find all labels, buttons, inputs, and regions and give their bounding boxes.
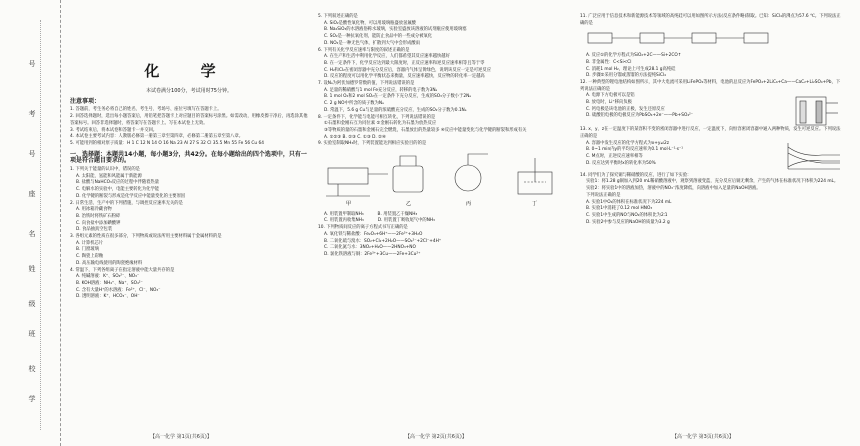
binding-label: 校 — [28, 365, 36, 374]
option: C. 陶瓷上彩釉 — [76, 254, 104, 260]
notice-item: 4. 本试卷主要考试内容：人教版必修第一册第三章至第四章，必修第二册第五章至第八章。 — [70, 134, 244, 140]
option: ③等物质的量的石墨和金刚石完全燃烧，石墨放出的热量较多 ④反应中能量变化与化学键的断裂和形成有关 — [324, 127, 527, 133]
option: A. 电源下方电极可以是铝 — [586, 93, 635, 99]
option: D. 反应的程度可以用化学平衡状态来衡量，反应速率越快，反应物的转化率一定越高 — [324, 74, 485, 80]
question-stem: 13. x、y、z在一定温度下的某容积不变的密闭容器中进行反应，一定温度下，向恒容密闭容器中通入两种物质，发生可逆反应。下列说法正确的是 — [580, 127, 841, 140]
option: C. 钙电极是该电池的正极，发生还原反应 — [586, 106, 665, 112]
binding-label: 级 — [28, 300, 36, 309]
option: A. 用装置甲制取NH₃ — [324, 211, 364, 217]
option: A. 容器中发生反应的化学方程式为x+y⇌2z — [586, 140, 670, 146]
question-stem: 11. 广泛应用于信息技术和新能源技术等领域的高纯硅可以用如图所示方法(反应条件略)制取。已知：SiCl₄的沸点为57.6 ℃。下列说法正确的是 — [580, 14, 841, 26]
question-stem: 10. 下列物质间反应的离子方程式书写正确的是 — [318, 225, 408, 231]
option: A. 氧化铁与稀盐酸：Fe₂O₃+6H⁺——2Fe³⁺+3H₂O — [324, 231, 423, 237]
option: C. 含有大量H⁺的水溶液：Fe²⁺、Cl⁻、NO₃⁻ — [76, 287, 161, 293]
option: B. 二氧化硫与溴水：SO₂+Cl₂+2H₂O——SO₄²⁻+2Cl⁻+4H⁺ — [324, 238, 442, 244]
option: D. 步骤②采用分馏或蒸馏的方法提纯SiCl₄ — [586, 73, 666, 79]
fig-label: 甲 — [346, 201, 352, 208]
cut-line — [40, 20, 41, 430]
option: D. 化学键的断裂与形成是化学反应中能量变化的主要原因 — [76, 193, 186, 199]
apparatus-jia — [328, 168, 368, 184]
option: D. 食品抽真空包装 — [76, 227, 113, 233]
option: 实验2：将实验1中的溶液加热，溶液中的NO₃⁻浓度降低，向溶液中加入足量的NaOH溶液。 — [586, 186, 761, 192]
option: 下列说法正确的是 — [586, 192, 621, 198]
option: B. 非金属性：C<Si<Cl — [586, 59, 632, 65]
option: B. 门窗玻璃 — [76, 247, 99, 253]
question-stem: 2. 日常生活、生产中的下列措施，与调控反应速率无关的是 — [70, 200, 183, 206]
concentration-graph — [782, 141, 842, 173]
page-footer: 【高一化学 第1页(共6页)】 — [150, 434, 212, 440]
option: C. 消耗1 mol H₂，理论上可生成28.1 g高纯硅 — [586, 66, 676, 72]
option: A. 反应①的化学方程式为SiO₂+2C——Si+2CO↑ — [586, 53, 682, 59]
option: C. H₂和Cl₂在密闭容器中充分反应后，容器内气体呈黄绿色，说明该反应一定是可逆反应 — [324, 67, 491, 73]
apparatus-yi — [393, 166, 423, 192]
option: ①石墨和金刚石互为同位素 ②金刚石转化为石墨为放热反应 — [324, 121, 437, 127]
fig-label: 乙 — [406, 201, 412, 208]
question-stem: 4. 常温下，下列各组离子在指定溶液中能大量共存的是 — [70, 267, 175, 273]
option: D. 氯化铁溶液与铜：2Fe³⁺+3Cu——2Fe+3Cu²⁺ — [324, 251, 421, 257]
option: B. 实验1中消耗了0.12 mol HNO₃ — [586, 206, 653, 212]
fig-label: 丙 — [466, 201, 472, 208]
question-stem: 6. 下列有关化学反应速率与限度的叙述正确的是 — [318, 47, 410, 53]
option: C. SO₂是一种抗氧化剂，能防止食品中的一些成分被氧化 — [324, 34, 433, 40]
notice-item: 3. 考试结束后，将本试卷和答题卡一并交回。 — [70, 127, 158, 133]
option: D. 硫酸铅电极的电极反应为PbSO₄+2e⁻——Pb+SO₄²⁻ — [586, 113, 694, 119]
page-1 — [70, 14, 308, 301]
option: D. 透明溶液：K⁺、HCO₃⁻、OH⁻ — [76, 294, 140, 300]
notice-item: 5. 可能用到的相对原子质量：H 1 C 12 N 14 O 16 Na 23 Al 27 S 32 Cl 35.5 Mn 55 Fe 56 Cu 64 — [70, 140, 264, 146]
question-stem: 5. 下列叙述正确的是 — [318, 14, 358, 19]
binding-label: 号 — [28, 150, 36, 159]
option: B. 0~1 min内y的平均反应速率为0.1 mol·L⁻¹·s⁻¹ — [586, 147, 683, 153]
option: A. SiO₂是酸性氧化物，可以用玻璃瓶盛放氢氟酸 — [324, 20, 416, 26]
question-stem: 7. 设Nₐ为阿伏加德罗常数的值，下列说法错误的是 — [318, 81, 415, 87]
question-stem: 8. 一定条件下，化学能与电能可相互转化，下列说法错误的是 — [318, 114, 436, 120]
binding-label: 姓 — [28, 265, 36, 274]
option: D. 常温下，5.6 g Cu与足量的浓硫酸充分反应，生成的SO₂分子数为0.1Nₐ — [324, 107, 467, 113]
option: B. 冶铁时将铁矿石粉碎 — [76, 213, 121, 219]
option: B. 盐酸与NaHCO₃反应的过程中伴随着热量 — [76, 180, 160, 186]
question-stem: 12. 一种典型的锂电池结构如图所示，其中大电流可采用LiFePO₄等材料，电池的总反应为FePO₄+2LiC₆+Ca——CaC₂+Li₂SO₄+Pb，下列说法正确的是 — [580, 79, 841, 92]
binding-label: 号 — [28, 60, 36, 69]
binding-label: 名 — [28, 230, 36, 239]
option: B. 在一定条件下，化学反应达到最大限度时，正反应速率和逆反应速率相等且等于零 — [324, 60, 485, 66]
question-stem: 1. 下列关于能量的认识中，错误的是 — [70, 167, 140, 173]
option: C. 2 g NO中所含的质子数为Nₐ — [324, 101, 384, 107]
option: C. 电解水的实验中，电能主要转化为化学能 — [76, 187, 160, 193]
option: D. 反应达到平衡时x的转化率为50% — [586, 160, 656, 166]
option: A. 计算机芯片 — [76, 240, 104, 246]
exam-subtitle: 本试卷满分100分，考试用时75分钟。 — [146, 88, 232, 94]
option: A. 纯碱溶液：K⁺、SO₄²⁻、NO₃⁻ — [76, 274, 140, 280]
binding-label: 座 — [28, 190, 36, 199]
binding-label: 考 — [28, 110, 36, 119]
option: A. 足量的稀硝酸与1 mol Fe充分反应，转移的电子数为3Nₐ — [324, 87, 438, 93]
question-stem: 3. 各组元素的性质在很多部分，下列物质或说法所用主要材料属于金属材料的是 — [70, 234, 222, 240]
option: 实验1：将1.28 g铜加入到20 mL稀硝酸溶液中，观察到溶液变蓝，充分反应后铜无剩余，产生的气体在标准状况下体积为224 mL。 — [586, 179, 839, 185]
option: A. ①②③ B. ②③ C. ①③ D. ②④ — [324, 134, 386, 140]
notice-item: 2. 回答选择题时，选出每小题答案后，用铅笔把答题卡上对应题目的答案标号涂黑。如需改动，用橡皮擦干净后，再选涂其他答案标号。回答非选择题时，将答案写在答题卡上。写在本试卷上无效。 — [70, 114, 308, 126]
fig-label: 丁 — [532, 201, 538, 208]
option: C. 向食盐中添加碘酸钾 — [76, 220, 121, 226]
battery-figure — [792, 93, 842, 127]
option: A. 用冰箱冷藏食物 — [76, 207, 112, 213]
section-heading: 一、选择题：本题共14小题，每小题3分，共42分。在每小题给出的四个选项中，只有一项是符合题目要求的。 — [70, 150, 307, 165]
notice-heading: 注意事项： — [70, 97, 101, 105]
option: B. Na₂SiO₃的水溶液俗称水玻璃，实验室盛放该溶液的试剂瓶应使用玻璃塞 — [324, 27, 467, 33]
option: A. 在生产和生活中利用化学反应，人们都希望其反应速率越快越好 — [324, 54, 450, 60]
option: C. 二氧化氮与水：3NO₂+H₂O——2HNO₃+NO — [324, 245, 416, 251]
apparatus-bing — [455, 165, 481, 191]
page-3 — [580, 14, 842, 226]
option: C. 实验1中生成的NO与NO₂的体积比为2∶1 — [586, 212, 668, 218]
option: C. M点时，正逆反应速率相等 — [586, 154, 643, 160]
exam-title: 化 学 — [144, 62, 234, 80]
option: D. 高压输电线使用的陶瓷绝缘材料 — [76, 260, 143, 266]
question-stem: 9. 实验室制取NH₃时，下列装置能达到相应实验目的的是 — [318, 141, 427, 147]
notice-item: 1. 答题前，考生务必将自己的姓名、考生号、考场号、座位号填写在答题卡上。 — [70, 107, 222, 113]
apparatus-figure — [318, 148, 570, 208]
option: D. 用装置丁吸收尾气中的NH₃ — [377, 218, 435, 224]
option: C. 用装置丙收集NH₃ — [324, 218, 364, 224]
binding-margin — [0, 0, 61, 446]
option: B. 1 mol O₂和2 mol SO₂在一定条件下充分反应，生成的SO₃分子数小于2Nₐ — [324, 94, 471, 100]
question-stem: 14. 同学们为了探究铜与稀硝酸的反应，进行了如下实验： — [580, 172, 692, 178]
binding-label: 学 — [28, 395, 36, 404]
option: B. 用装置乙干燥NH₃ — [377, 211, 418, 217]
question-list — [70, 167, 308, 301]
option: A. 实验1中O₂的体积在标准状况下为224 mL — [586, 199, 672, 205]
option: D. 实验2中参与反应的NaOH的质量为3.2 g — [586, 219, 670, 225]
page-2 — [318, 14, 570, 259]
binding-label: 班 — [28, 330, 36, 339]
option: D. NO₂是一种无色气体，扩散到大气中会形成酸雨 — [324, 40, 420, 46]
option: A. 太阳能、氢能和风能属于新能源 — [76, 173, 142, 179]
option: B. KOH溶液：NH₄⁺、Na⁺、SO₄²⁻ — [76, 280, 143, 286]
page-footer: 【高一化学 第2页(共6页)】 — [405, 434, 467, 440]
page-footer: 【高一化学 第3页(共6页)】 — [672, 434, 734, 440]
silicon-flow-figure — [580, 27, 842, 49]
option: B. 放电时，Li⁺移向负极 — [586, 100, 632, 106]
